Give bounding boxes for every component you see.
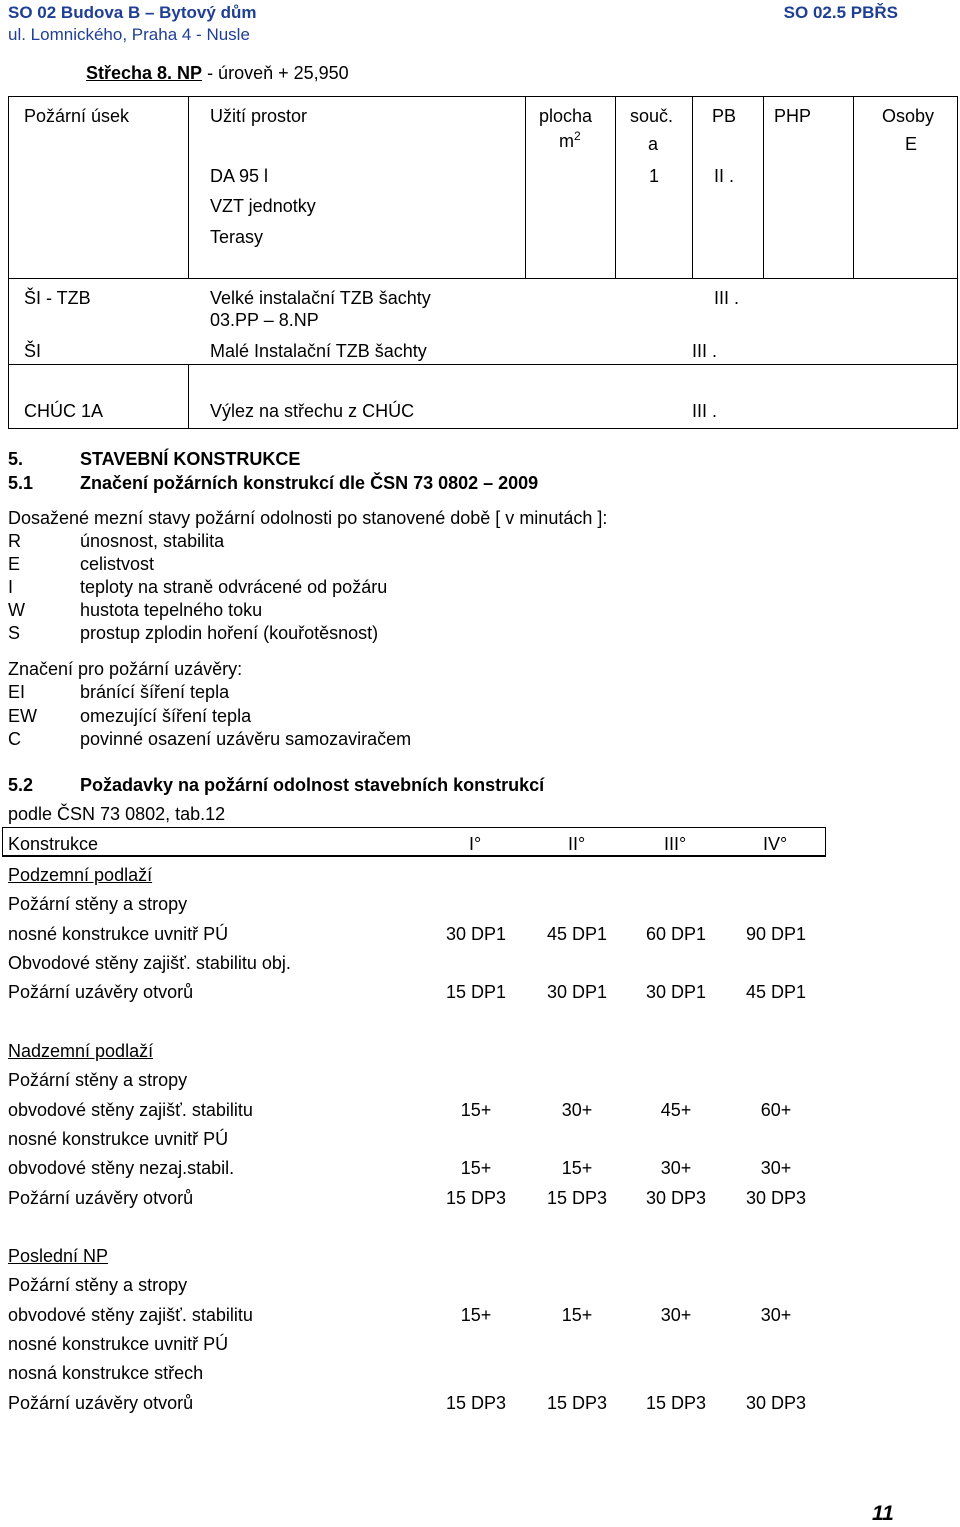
pb-tzb: III . bbox=[714, 288, 740, 308]
section-5-2-subtitle: podle ČSN 73 0802, tab.12 bbox=[8, 804, 226, 824]
req-row-value: 45 DP1 bbox=[745, 982, 807, 1003]
header-fire-zone: Požární úsek bbox=[24, 106, 130, 126]
closure-code: C bbox=[8, 729, 21, 749]
roof-title-rest: - úroveň + 25,950 bbox=[202, 63, 349, 83]
req-row-label: Požární uzávěry otvorů bbox=[8, 1392, 194, 1413]
req-row-value: 15 DP3 bbox=[445, 1187, 507, 1208]
req-row-value: 30 DP1 bbox=[445, 923, 507, 944]
req-row-value: 15+ bbox=[460, 1099, 492, 1120]
req-row-value: 15 DP3 bbox=[546, 1392, 608, 1413]
req-row-value: 15+ bbox=[561, 1158, 593, 1179]
req-row-value: 30+ bbox=[660, 1304, 692, 1325]
req-row-value: 30 DP3 bbox=[645, 1187, 707, 1208]
req-row-value: 30+ bbox=[760, 1304, 792, 1325]
req-row-value: 45 DP1 bbox=[546, 923, 608, 944]
limit-description: prostup zplodin hoření (kouřotěsnost) bbox=[80, 623, 379, 643]
closure-code: EI bbox=[8, 682, 26, 702]
use-da: DA 95 l bbox=[210, 166, 269, 186]
req-row-value: 60+ bbox=[760, 1099, 792, 1120]
req-header-c1: I° bbox=[469, 834, 482, 854]
req-row-label: Obvodové stěny zajišť. stabilitu obj. bbox=[8, 952, 291, 973]
fire-zone-table bbox=[8, 96, 958, 429]
req-row-value: 15 DP3 bbox=[546, 1187, 608, 1208]
req-row-value: 15+ bbox=[460, 1304, 492, 1325]
project-address: ul. Lomnického, Praha 4 - Nusle bbox=[8, 25, 250, 44]
req-row-label: Požární stěny a stropy bbox=[8, 894, 188, 915]
req-row-label: obvodové stěny zajišť. stabilitu bbox=[8, 1304, 253, 1325]
req-row-value: 30+ bbox=[760, 1158, 792, 1179]
req-row-value: 15+ bbox=[460, 1158, 492, 1179]
zone-si: ŠI bbox=[24, 341, 42, 361]
req-row-value: 30 DP1 bbox=[546, 982, 608, 1003]
req-row-label: obvodové stěny zajišť. stabilitu bbox=[8, 1099, 253, 1120]
closures-title: Značení pro požární uzávěry: bbox=[8, 659, 243, 679]
req-row-value: 15 DP3 bbox=[445, 1392, 507, 1413]
section-5-2-number: 5.2 bbox=[8, 775, 34, 795]
use-vzt: VZT jednotky bbox=[210, 196, 316, 216]
use-chuc: Výlez na střechu z CHÚC bbox=[210, 401, 415, 421]
use-tzb-small: Malé Instalační TZB šachty bbox=[210, 341, 427, 361]
section-5-2-title: Požadavky na požární odolnost stavebních konstrukcí bbox=[80, 775, 545, 795]
req-row-value: 15 DP3 bbox=[645, 1392, 707, 1413]
req-row-label: Požární uzávěry otvorů bbox=[8, 1187, 194, 1208]
req-group-title: Podzemní podlaží bbox=[8, 865, 153, 885]
req-row-value: 90 DP1 bbox=[745, 923, 807, 944]
req-table-header bbox=[2, 827, 826, 857]
limit-description: únosnost, stabilita bbox=[80, 531, 225, 551]
req-row-label: obvodové stěny nezaj.stabil. bbox=[8, 1158, 235, 1179]
limit-code: I bbox=[8, 577, 14, 597]
req-row-value: 15+ bbox=[561, 1304, 593, 1325]
zone-si-tzb: ŠI - TZB bbox=[24, 288, 91, 308]
limit-code: E bbox=[8, 554, 21, 574]
section-5-1-number: 5.1 bbox=[8, 473, 34, 493]
block1-value: 1 bbox=[649, 166, 660, 186]
roof-title-bold: Střecha 8. NP bbox=[86, 63, 203, 83]
pb-si: III . bbox=[692, 341, 718, 361]
section-5-number: 5. bbox=[8, 449, 24, 469]
req-row-label: nosné konstrukce uvnitř PÚ bbox=[8, 923, 229, 944]
limit-code: S bbox=[8, 623, 21, 643]
limit-description: hustota tepelného toku bbox=[80, 600, 263, 620]
closure-description: omezující šíření tepla bbox=[80, 706, 252, 726]
req-row-value: 30+ bbox=[561, 1099, 593, 1120]
use-terasy: Terasy bbox=[210, 227, 264, 247]
limit-description: teploty na straně odvrácené od požáru bbox=[80, 577, 388, 597]
header-persons: Osoby bbox=[882, 106, 935, 126]
header-php: PHP bbox=[774, 106, 812, 126]
req-group-title: Poslední NP bbox=[8, 1246, 109, 1266]
pb-chuc: III . bbox=[692, 401, 718, 421]
limit-description: celistvost bbox=[80, 554, 155, 574]
header-coef-a: a bbox=[648, 134, 659, 154]
req-row-label: Požární stěny a stropy bbox=[8, 1070, 188, 1091]
block1-pb: II . bbox=[714, 166, 735, 186]
section-5-1-title: Značení požárních konstrukcí dle ČSN 73 0802 – 2009 bbox=[80, 473, 539, 493]
header-pb: PB bbox=[712, 106, 737, 126]
limit-code: R bbox=[8, 531, 21, 551]
closure-description: povinné osazení uzávěru samozaviračem bbox=[80, 729, 412, 749]
req-row-value: 60 DP1 bbox=[645, 923, 707, 944]
req-group-title: Nadzemní podlaží bbox=[8, 1041, 154, 1061]
closure-description: bránící šíření tepla bbox=[80, 682, 230, 702]
req-row-label: Požární stěny a stropy bbox=[8, 1275, 188, 1296]
req-row-value: 30 DP1 bbox=[645, 982, 707, 1003]
req-row-label: Požární uzávěry otvorů bbox=[8, 982, 194, 1003]
closure-code: EW bbox=[8, 706, 37, 726]
req-row-value: 30 DP3 bbox=[745, 1392, 807, 1413]
limits-intro: Dosažené mezní stavy požární odolnosti po stanovené době [ v minutách ]: bbox=[8, 508, 608, 528]
header-coef: souč. bbox=[630, 106, 674, 126]
req-header-c4: IV° bbox=[763, 834, 788, 854]
document-code: SO 02.5 PBŘS bbox=[783, 3, 898, 22]
use-tzb-large: Velké instalační TZB šachty bbox=[210, 288, 431, 308]
header-persons-e: E bbox=[905, 134, 918, 154]
req-header-c3: III° bbox=[664, 834, 687, 854]
roof-title bbox=[86, 63, 349, 84]
header-use: Užití prostor bbox=[210, 106, 308, 126]
req-row-value: 15 DP1 bbox=[445, 982, 507, 1003]
header-area-unit: $m^2$ bbox=[559, 129, 581, 151]
req-row-label: nosné konstrukce uvnitř PÚ bbox=[8, 1128, 229, 1149]
zone-chuc: CHÚC 1A bbox=[24, 401, 104, 421]
page-number: 11 bbox=[872, 1502, 894, 1525]
req-header-c2: II° bbox=[568, 834, 586, 854]
req-row-label: nosné konstrukce uvnitř PÚ bbox=[8, 1333, 229, 1354]
project-title: SO 02 Budova B – Bytový dům bbox=[8, 3, 257, 22]
req-row-label: nosná konstrukce střech bbox=[8, 1363, 204, 1384]
use-tzb-floors: 03.PP – 8.NP bbox=[210, 310, 319, 330]
header-area: plocha bbox=[539, 106, 593, 126]
req-row-value: 30 DP3 bbox=[745, 1187, 807, 1208]
limit-code: W bbox=[8, 600, 25, 620]
req-row-value: 30+ bbox=[660, 1158, 692, 1179]
section-5-title: STAVEBNÍ KONSTRUKCE bbox=[80, 449, 301, 469]
req-row-value: 45+ bbox=[660, 1099, 692, 1120]
req-header-label: Konstrukce bbox=[8, 834, 99, 854]
